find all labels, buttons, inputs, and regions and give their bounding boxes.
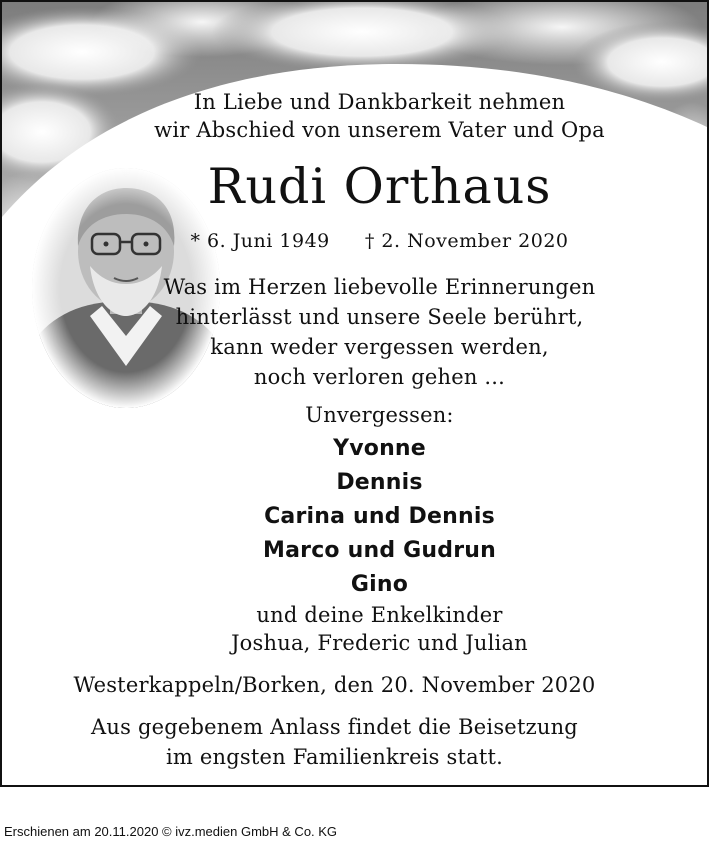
death-date: † 2. November 2020 (364, 230, 569, 252)
verse-line-4: noch verloren gehen ... (253, 365, 506, 389)
mourner-name: Carina und Dennis (264, 504, 495, 529)
verse-line-2: hinterlässt und unsere Seele berührt, (175, 305, 584, 329)
mourner-name: Dennis (336, 470, 423, 495)
verse-line-1: Was im Herzen liebevolle Erinnerungen (163, 275, 596, 299)
intro-line-2: wir Abschied von unserem Vater und Opa (154, 118, 605, 142)
deceased-name: Rudi Orthaus (207, 158, 552, 215)
life-dates (92, 228, 667, 254)
verse-line-3: kann weder vergessen werden, (210, 335, 549, 359)
grandchildren-names: Joshua, Frederic und Julian (231, 631, 528, 655)
birth-date: * 6. Juni 1949 (190, 230, 330, 252)
place-and-date: Westerkappeln/Borken, den 20. November 2020 (73, 673, 596, 697)
publication-footer: Erschienen am 20.11.2020 © ivz.medien GmbH & Co. KG (4, 824, 338, 839)
unvergessen-heading: Unvergessen: (305, 403, 454, 427)
grandchildren-intro: und deine Enkelkinder (256, 603, 503, 627)
burial-note-line-1: Aus gegebenem Anlass findet die Beisetzung (91, 715, 578, 739)
mourner-name: Marco und Gudrun (263, 538, 496, 563)
mourner-name: Gino (350, 572, 409, 597)
intro-line-1: In Liebe und Dankbarkeit nehmen (193, 90, 566, 114)
burial-note-line-2: im engsten Familienkreis statt. (165, 745, 504, 769)
mourner-name: Yvonne (333, 436, 426, 461)
